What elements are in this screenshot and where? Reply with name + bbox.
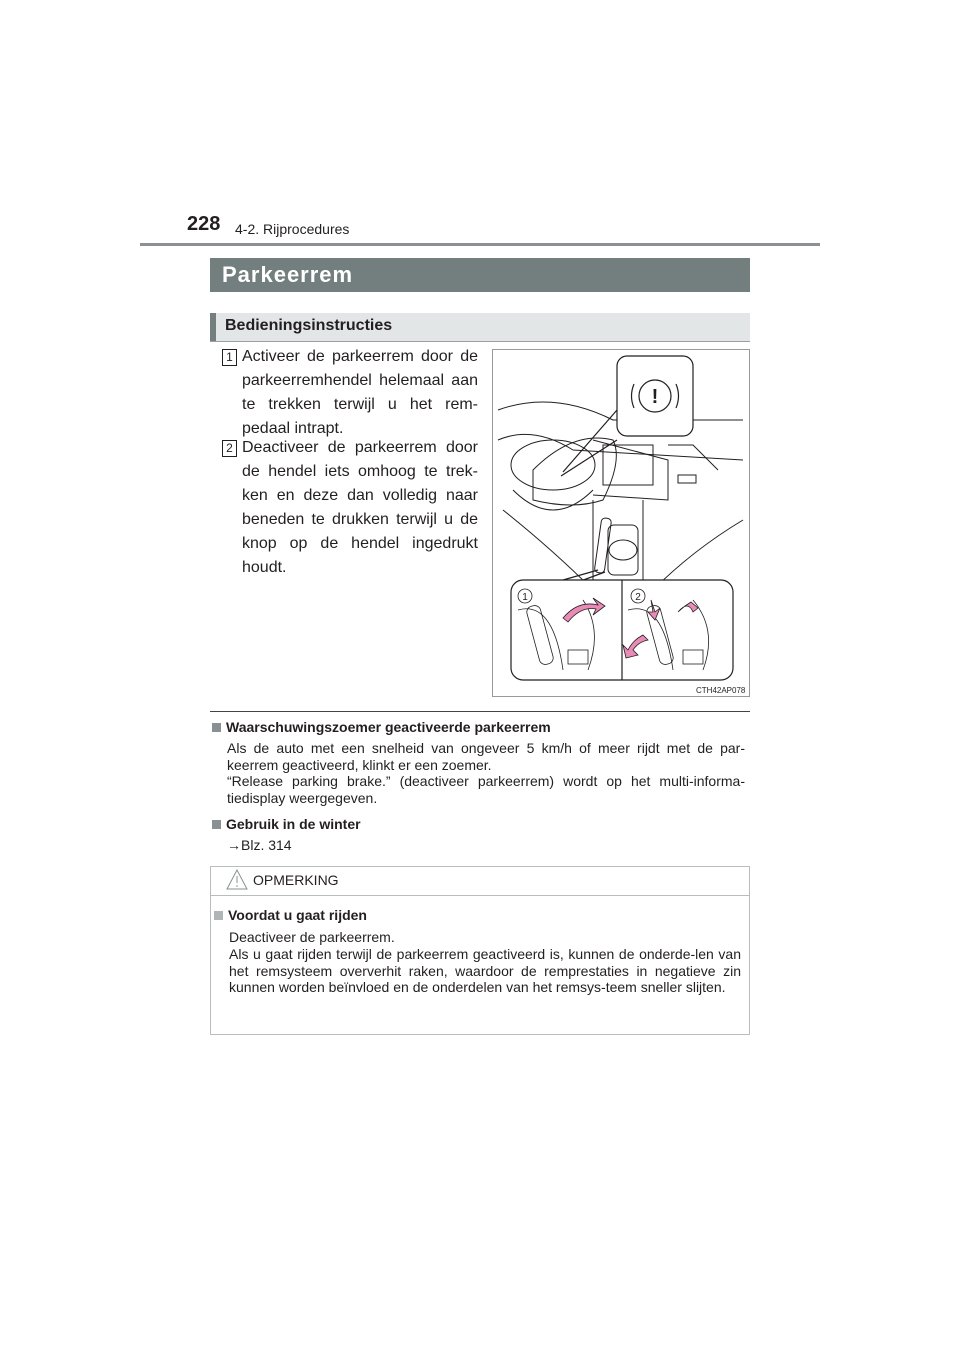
square-bullet-icon — [214, 911, 223, 920]
figure-code: CTH42AP078 — [696, 686, 746, 695]
notice-item-title: Voordat u gaat rijden — [228, 907, 367, 923]
chapter-title: 4-2. Rijprocedures — [235, 221, 350, 237]
dashboard-drawing — [493, 350, 749, 696]
note-1-title: Waarschuwingszoemer geactiveerde parkeerrem — [226, 719, 551, 735]
page-reference-link[interactable]: Blz. 314 — [241, 837, 292, 853]
square-bullet-icon — [212, 820, 221, 829]
square-bullet-icon — [212, 723, 221, 732]
notice-item-heading — [214, 907, 367, 923]
note-2-body — [227, 837, 292, 854]
step-2-number: 2 — [222, 440, 237, 457]
notice-title: OPMERKING — [253, 872, 339, 888]
step-2-text: Deactiveer de parkeerrem door de hendel iets omhoog te trek-ken en deze dan volledig naar beneden te drukken terwijl u de knop op de hendel ingedrukt houdt. — [242, 439, 478, 576]
subsection-title: Bedieningsinstructies — [210, 313, 750, 341]
notice-line-1: Deactiveer de parkeerrem. — [229, 929, 395, 945]
caution-triangle-icon — [226, 869, 248, 890]
note-1-body-2: “Release parking brake.” (deactiveer parkeerrem) wordt op het multi-informa-tiedisplay weergegeven. — [227, 773, 745, 806]
figure-callout-1: 1 — [522, 592, 528, 603]
header-divider — [140, 243, 820, 246]
note-2-heading — [212, 816, 361, 832]
brake-warning-symbol: ! — [651, 386, 659, 408]
parking-brake-illustration — [492, 349, 750, 697]
page-number: 228 — [187, 213, 221, 235]
note-2-title: Gebruik in de winter — [226, 816, 361, 832]
arrow-right-icon: → — [227, 837, 241, 853]
step-1-number: 1 — [222, 349, 237, 366]
note-1-heading — [212, 719, 551, 735]
section-title: Parkeerrem — [210, 258, 750, 292]
subsection-divider — [210, 341, 750, 342]
step-1-text: Activeer de parkeerrem door de parkeerremhendel helemaal aan te trekken terwijl u het rem-pedaal intrapt. — [242, 348, 478, 437]
note-1-body: Als de auto met een snelheid van ongeveer 5 km/h of meer rijdt met de par-keerrem geactiveerd, klinkt er een zoemer. — [227, 740, 745, 773]
notes-divider — [210, 711, 750, 712]
figure-callout-2: 2 — [635, 592, 641, 603]
notice-body: Als u gaat rijden terwijl de parkeerrem geactiveerd is, kunnen de onderde-len van het remsysteem oververhit raken, waardoor de remprestaties in negatieve zin kunnen worden beïnvloed en de onderdelen van het remsys-teem sneller slijten. — [229, 946, 741, 995]
